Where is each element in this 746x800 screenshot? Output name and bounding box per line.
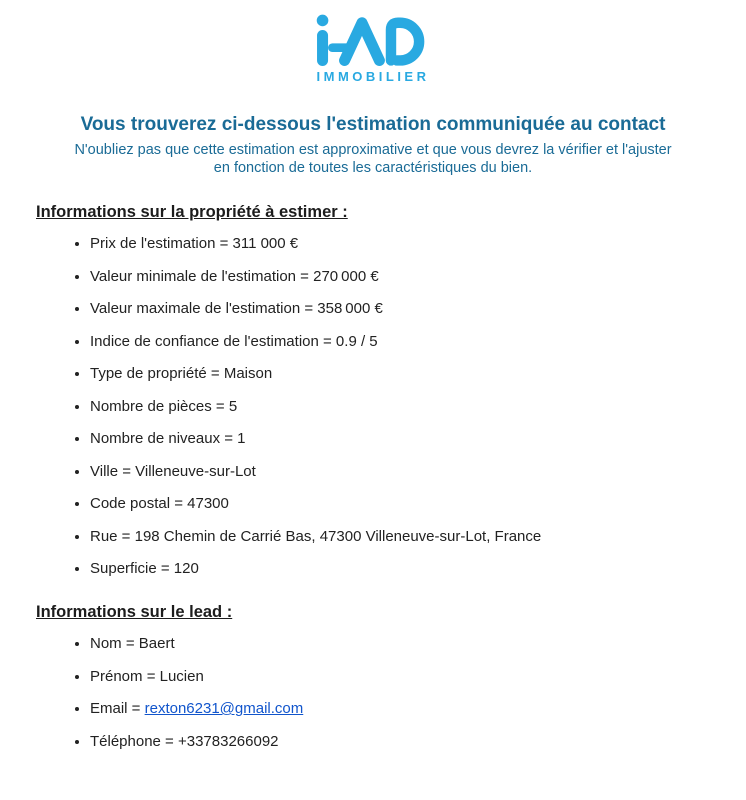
lead-items-list [36, 636, 710, 750]
property-item-price: • Prix de l'estimation = 311 000 € [90, 236, 710, 252]
property-item-confidence: • Indice de confiance de l'estimation = 0.9 / 5 [90, 334, 710, 350]
lead-item-firstname: • Prénom = Lucien [90, 669, 710, 685]
property-item-min-value: • Valeur minimale de l'estimation = 270 000 € [90, 269, 710, 285]
property-item-street: • Rue = 198 Chemin de Carrié Bas, 47300 Villeneuve-sur-Lot, France [90, 529, 710, 545]
lead-section-heading: Informations sur le lead : [36, 603, 233, 621]
property-item-levels: • Nombre de niveaux = 1 [90, 431, 710, 447]
iad-logo-icon [315, 10, 431, 68]
property-item-postal-code: • Code postal = 47300 [90, 496, 710, 512]
estimation-subtitle-line2: en fonction de toutes les caractéristiques du bien. [213, 159, 533, 176]
lead-item-email [90, 701, 710, 717]
property-items-list [36, 236, 710, 577]
property-item-max-value: • Valeur maximale de l'estimation = 358 000 € [90, 301, 710, 317]
property-item-surface: • Superficie = 120 [90, 561, 710, 577]
email-label: Email = [90, 700, 145, 717]
iad-logo [36, 10, 710, 84]
email-link[interactable]: rexton6231@gmail.com [144, 700, 304, 717]
lead-item-phone: • Téléphone = +33783266092 [90, 734, 710, 750]
property-section-heading: Informations sur la propriété à estimer : [36, 203, 348, 221]
property-item-type: • Type de propriété = Maison [90, 366, 710, 382]
estimation-subtitle [36, 142, 710, 177]
lead-item-lastname: • Nom = Baert [90, 636, 710, 652]
property-item-rooms: • Nombre de pièces = 5 [90, 399, 710, 415]
iad-logo-wordmark: IMMOBILIER [316, 69, 430, 84]
estimation-subtitle-line1: N'oubliez pas que cette estimation est approximative et que vous devrez la vérifier et l'ajuster [74, 142, 672, 158]
property-item-city: • Ville = Villeneuve-sur-Lot [90, 464, 710, 480]
estimation-title: Vous trouverez ci-dessous l'estimation communiquée au contact [80, 114, 666, 135]
